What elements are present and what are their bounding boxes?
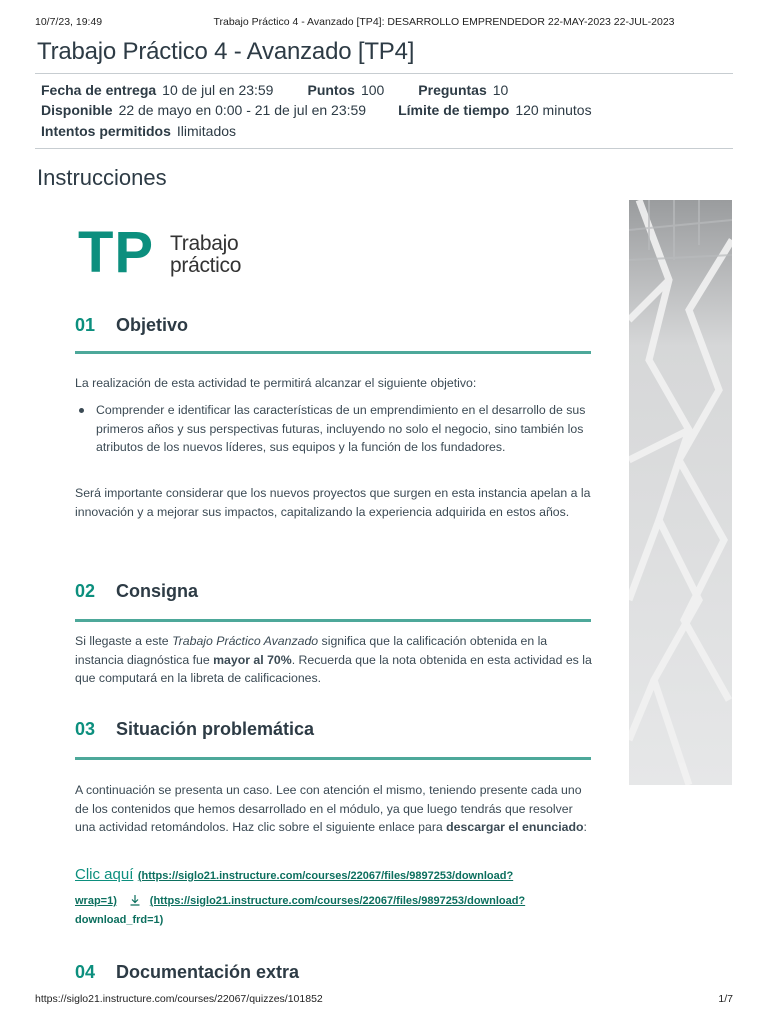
section-number: 03 [75, 719, 96, 739]
section-divider [75, 619, 591, 622]
due-label: Fecha de entrega [41, 82, 157, 98]
text-strong: descargar el enunciado [446, 820, 584, 834]
section-divider [75, 351, 591, 354]
consigna-text [75, 632, 595, 688]
available-label: Disponible [41, 102, 113, 118]
quiz-meta-row [41, 123, 236, 139]
situacion-text [75, 781, 595, 837]
clic-aqui-link[interactable]: Clic aquí [75, 866, 134, 883]
download-icon[interactable] [129, 893, 141, 911]
file-url-link[interactable]: (https://siglo21.instructure.com/courses/22067/files/9897253/download? [137, 870, 514, 882]
download-link-line [75, 910, 595, 928]
instructions-heading: Instrucciones [37, 165, 167, 190]
section-number: 04 [75, 962, 96, 982]
time-limit-label: Límite de tiempo [398, 102, 510, 118]
attempts-value: Ilimitados [176, 123, 237, 139]
section-title: Consigna [116, 581, 199, 601]
questions-value: 10 [492, 82, 509, 98]
download-link-line [75, 866, 595, 884]
section-heading-consigna [75, 581, 198, 602]
text-run: Si llegaste a este [75, 634, 173, 648]
section-number: 01 [75, 315, 96, 335]
time-limit-value: 120 minutos [515, 102, 592, 118]
tp-logo-mark: TP [78, 220, 155, 285]
divider [35, 73, 733, 74]
text-strong: mayor al 70% [213, 652, 292, 667]
objective-outro: Será importante considerar que los nuevos proyectos que surgen en esta instancia apelan a la innovación y a mejorar sus impactos, capitalizando la experiencia adquirida en estos años. [75, 486, 591, 519]
questions-label: Preguntas [418, 82, 487, 98]
tp-logo-wordmark [170, 233, 241, 277]
section-title: Situación problemática [116, 719, 315, 739]
page-number: 1/7 [718, 993, 733, 1005]
points-label: Puntos [307, 82, 355, 98]
file-url-link[interactable]: wrap=1) [75, 895, 117, 907]
due-value: 10 de jul en 23:59 [162, 82, 274, 98]
text-run: A continuación se presenta un caso. Lee con atención el mismo, teniendo presente cada uno de los contenidos que hemos desarrollado en el módulo, ya que luego tendrás que resolver una actividad retomándolos. Haz clic sobre el siguiente enlace para [75, 783, 582, 834]
section-heading-documentacion [75, 962, 299, 983]
points-value: 100 [360, 82, 385, 98]
quiz-meta-row [41, 102, 592, 118]
text-run: significa que la calificación obtenida en la instancia diagnóstica fue [75, 634, 548, 667]
print-url: https://siglo21.instructure.com/courses/22067/quizzes/101852 [35, 993, 323, 1005]
section-title: Objetivo [116, 315, 189, 335]
section-heading-objetivo [75, 315, 188, 336]
print-header [0, 16, 768, 30]
decorative-architecture-image [629, 200, 732, 785]
quiz-meta-row [41, 82, 508, 98]
text-run: . Recuerda que la nota obtenida en esta actividad es la que computará en la libreta de calificaciones. [75, 652, 592, 685]
divider [35, 148, 733, 149]
download-url-link[interactable]: (https://siglo21.instructure.com/courses/22067/files/9897253/download? [149, 895, 526, 907]
bullet-dot [79, 408, 84, 413]
tp-logo-word: práctico [170, 254, 242, 277]
objective-intro: La realización de esta actividad te permitirá alcanzar el siguiente objetivo: [75, 376, 477, 390]
section-divider [75, 757, 591, 760]
download-url-link[interactable]: download_frd=1) [75, 914, 164, 926]
section-heading-situacion [75, 719, 314, 740]
text-emphasis: Trabajo Práctico Avanzado [172, 634, 319, 648]
download-link-line [75, 891, 595, 911]
text-run: : [583, 820, 587, 834]
print-page-title: Trabajo Práctico 4 - Avanzado [TP4]: DESARROLLO EMPRENDEDOR 22-MAY-2023 22-JUL-2023 [213, 16, 675, 28]
attempts-label: Intentos permitidos [41, 123, 171, 139]
print-timestamp: 10/7/23, 19:49 [35, 16, 103, 28]
section-number: 02 [75, 581, 96, 601]
tp-logo-word: Trabajo [170, 232, 239, 255]
objective-bullet: Comprender e identificar las características de un emprendimiento en el desarrollo de sus primeros años y sus perspectivas futuras, incluyendo no solo el negocio, sino también los atributos de los nuevos líderes, sus equipos y la función de los fundadores. [96, 403, 586, 454]
quiz-title: Trabajo Práctico 4 - Avanzado [TP4] [37, 38, 415, 65]
section-title: Documentación extra [116, 962, 300, 982]
available-value: 22 de mayo en 0:00 - 21 de jul en 23:59 [118, 102, 367, 118]
